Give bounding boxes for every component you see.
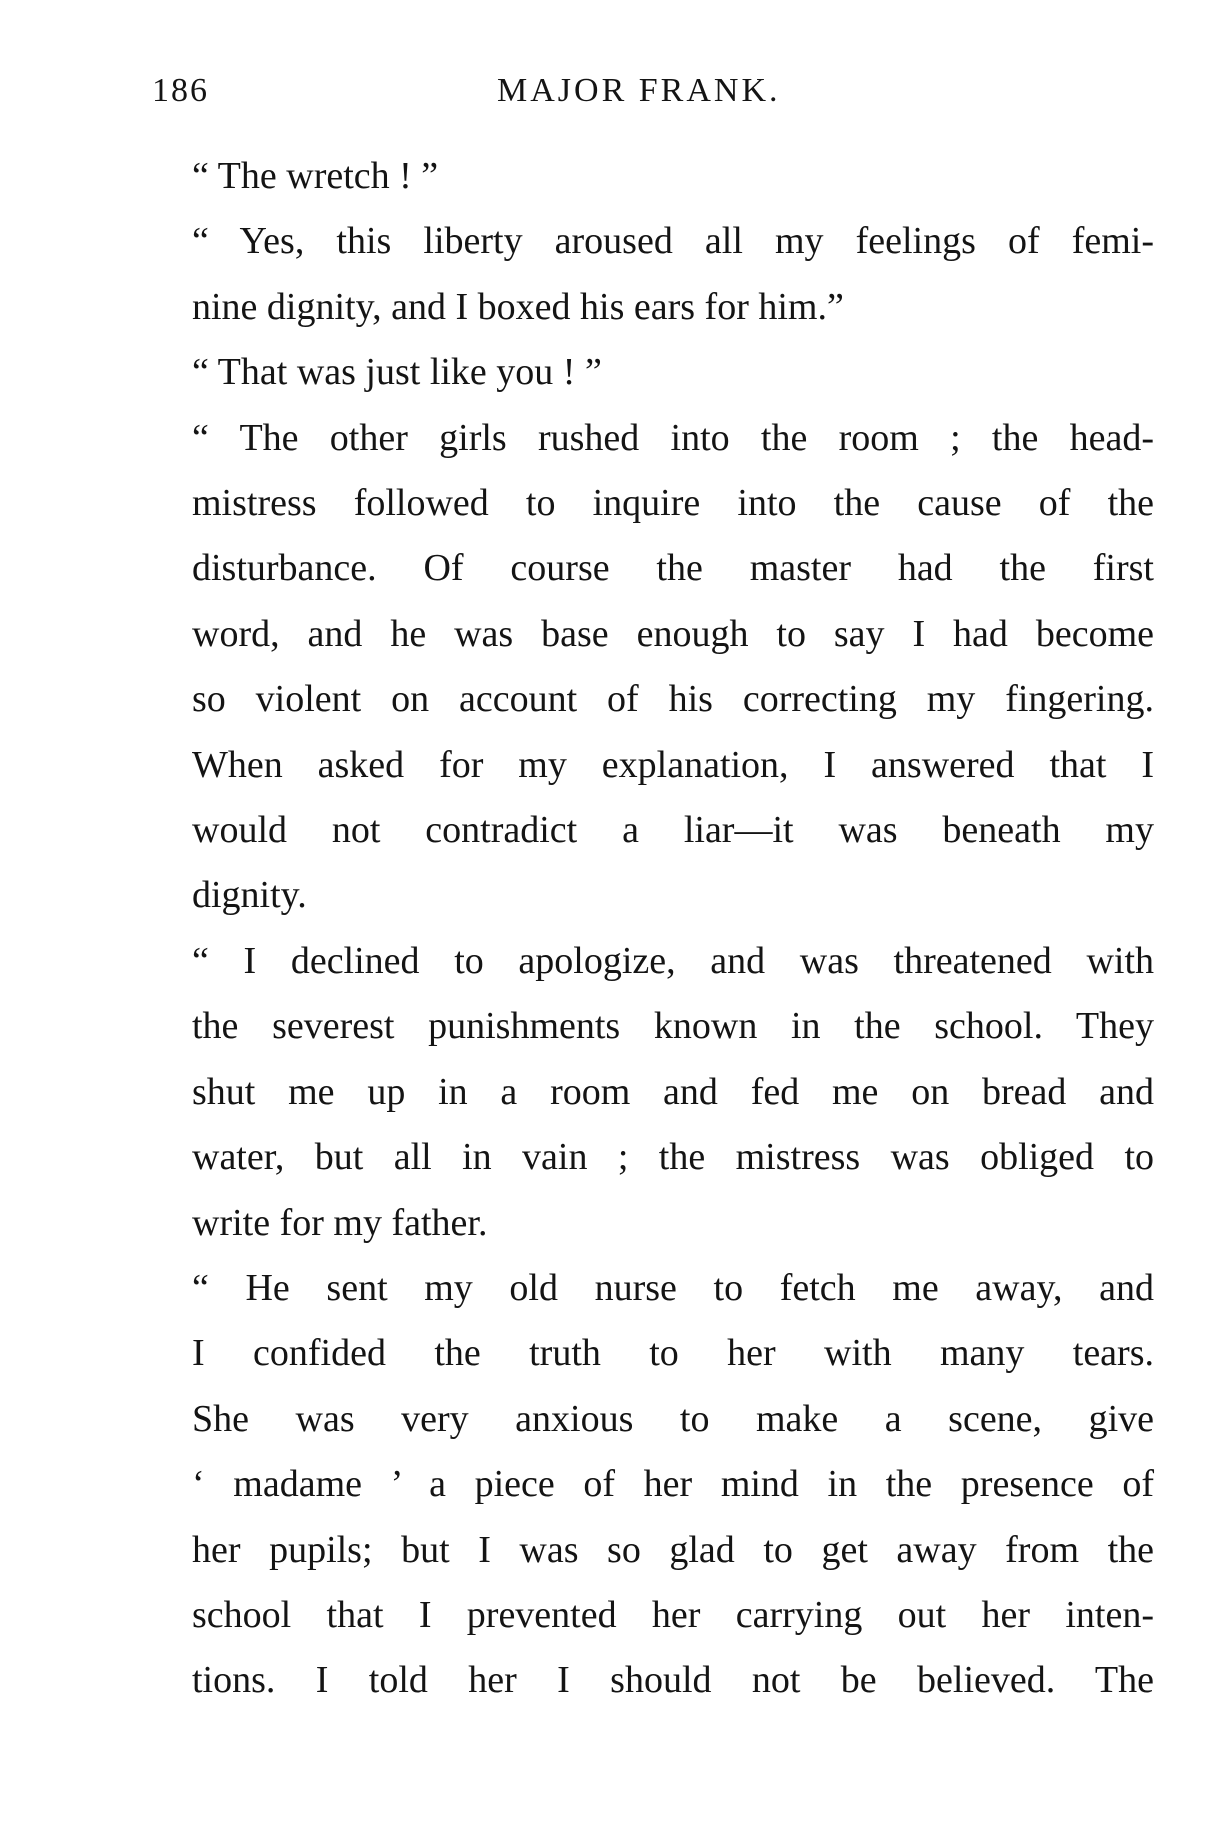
paragraph — [152, 1256, 1154, 1714]
page-number: 186 — [152, 72, 209, 109]
text-line: “ He sent my old nurse to fetch me away, and — [192, 1266, 1154, 1309]
text-line: “ That was just like you ! ” — [192, 351, 602, 394]
text-line: the severest punishments known in the school. They — [192, 1005, 1154, 1048]
text-line: nine dignity, and I boxed his ears for him.” — [192, 285, 844, 328]
running-title: MAJOR FRANK. — [497, 72, 781, 109]
text-line: would not contradict a liar—it was beneath my — [192, 809, 1154, 852]
body-text — [152, 144, 1154, 1714]
text-line: tions. I told her I should not be believed. The — [192, 1659, 1154, 1702]
paragraph — [152, 929, 1154, 1256]
paragraph — [152, 144, 1154, 209]
page-header — [152, 72, 1152, 122]
paragraph — [152, 406, 1154, 929]
text-line: ‘ madame ’ a piece of her mind in the presence of — [192, 1463, 1154, 1506]
text-line: water, but all in vain ; the mistress was obliged to — [192, 1136, 1154, 1179]
text-line: She was very anxious to make a scene, give — [192, 1397, 1154, 1440]
paragraph — [152, 340, 1154, 405]
text-line: shut me up in a room and fed me on bread and — [192, 1070, 1154, 1113]
text-line: “ The other girls rushed into the room ; the head- — [192, 416, 1154, 459]
text-line: mistress followed to inquire into the cause of the — [192, 482, 1154, 525]
text-line: “ I declined to apologize, and was threatened with — [192, 939, 1154, 982]
text-line: so violent on account of his correcting my fingering. — [192, 678, 1154, 721]
text-line: “ Yes, this liberty aroused all my feelings of femi- — [192, 220, 1154, 263]
text-line: When asked for my explanation, I answered that I — [192, 743, 1154, 786]
text-line: her pupils; but I was so glad to get away from the — [192, 1528, 1154, 1571]
text-line: “ The wretch ! ” — [192, 155, 439, 197]
text-line: write for my father. — [192, 1201, 488, 1244]
text-line: disturbance. Of course the master had the first — [192, 547, 1154, 590]
text-line: I confided the truth to her with many tears. — [192, 1332, 1154, 1375]
text-line: word, and he was base enough to say I had become — [192, 612, 1154, 655]
text-line: school that I prevented her carrying out her inten- — [192, 1593, 1154, 1636]
text-line: dignity. — [192, 874, 307, 917]
paragraph — [152, 209, 1154, 340]
